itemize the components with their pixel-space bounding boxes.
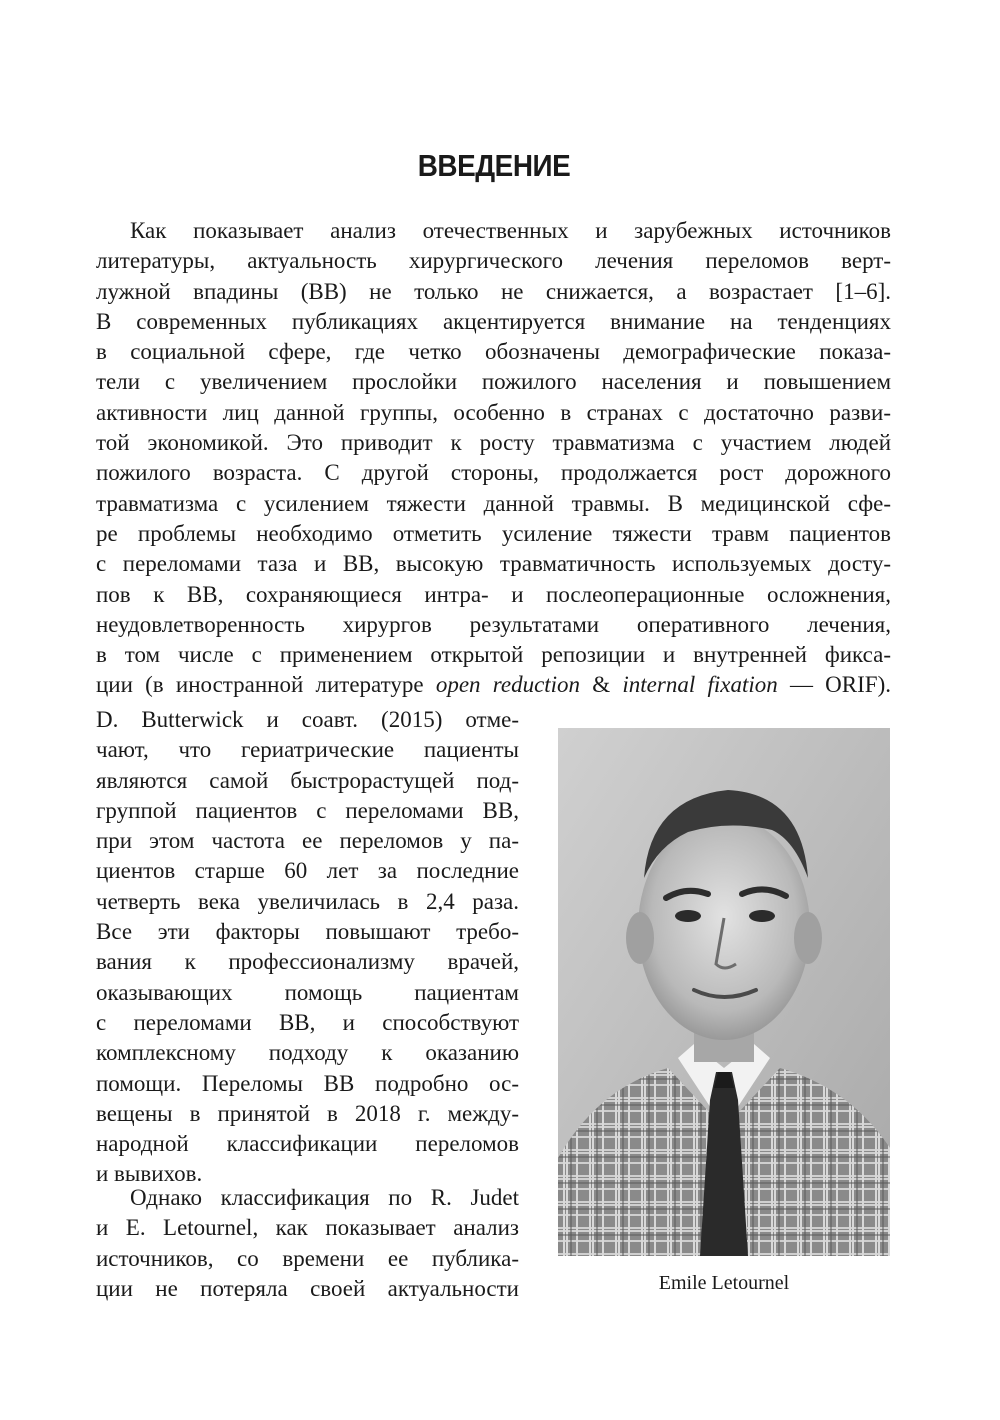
paragraph-intro <box>96 216 891 701</box>
text-line: являются самой быстрорастущей под- <box>96 767 519 793</box>
text-line: циентов старше 60 лет за последние <box>96 858 519 884</box>
text-line: Однако классификация по R. Judet <box>130 1185 519 1210</box>
text-line: источников, со времени ее публика- <box>96 1245 519 1271</box>
text-line: D. Butterwick и соавт. (2015) отме- <box>96 707 519 732</box>
text-line: комплексному подходу к оказанию <box>96 1040 519 1066</box>
text-fragment: & <box>580 672 623 698</box>
text-line: пожилого возраста. С другой стороны, продолжается рост дорожного <box>96 460 891 486</box>
portrait-photo <box>558 728 890 1256</box>
portrait-illustration <box>558 728 890 1256</box>
text-line: активности лиц данной группы, особенно в странах с достаточно разви- <box>96 399 891 425</box>
text-line: неудовлетворенность хирургов результатами оперативного лечения, <box>96 611 891 637</box>
text-line: группой пациентов с переломами ВВ, <box>96 797 519 823</box>
text-line: в том числе с применением открытой репозиции и внутренней фикса- <box>96 642 891 668</box>
text-line: с переломами ВВ, и способствуют <box>96 1009 519 1035</box>
text-line: вещены в принятой в 2018 г. между- <box>96 1100 519 1126</box>
term-open-reduction: open reduction <box>435 672 581 698</box>
paragraph-column <box>96 705 519 1190</box>
text-line: В современных публикациях акцентируется внимание на тенденциях <box>96 308 891 334</box>
text-line: лужной впадины (ВВ) не только не снижается, а возрастает [1–6]. <box>96 278 891 304</box>
text-line: помощи. Переломы ВВ подробно ос- <box>96 1070 519 1096</box>
text-line: народной классификации переломов <box>96 1131 519 1157</box>
text-line: и вывихов. <box>96 1161 203 1187</box>
text-fragment: — ORIF). <box>777 672 891 698</box>
text-line: чают, что гериатрические пациенты <box>96 737 519 763</box>
text-line: ре проблемы необходимо отметить усиление тяжести травм пациентов <box>96 520 891 546</box>
page-title: ВВЕДЕНИЕ <box>417 148 571 183</box>
text-fragment: ции (в иностранной литературе <box>96 672 436 698</box>
paragraph-second <box>96 1183 519 1304</box>
text-line-orif <box>96 670 891 700</box>
text-line: той экономикой. Это приводит к росту травматизма с участием людей <box>96 430 891 456</box>
text-line: Все эти факторы повышают требо- <box>96 919 519 945</box>
text-line: литературы, актуальность хирургического лечения переломов верт- <box>96 248 891 274</box>
text-line: при этом частота ее переломов у па- <box>96 828 519 854</box>
text-line: оказывающих помощь пациентам <box>96 979 519 1005</box>
text-line: пов к ВВ, сохраняющиеся интра- и послеоперационные осложнения, <box>96 581 891 607</box>
text-line: с переломами таза и ВВ, высокую травматичность используемых досту- <box>96 551 891 577</box>
text-line: вания к профессионализму врачей, <box>96 949 519 975</box>
photo-caption: Emile Letournel <box>658 1272 790 1294</box>
text-line: в социальной сфере, где четко обозначены демографические показа- <box>96 339 891 365</box>
text-line: тели с увеличением прослойки пожилого населения и повышением <box>96 369 891 395</box>
term-internal-fixation: internal fixation <box>622 672 778 698</box>
text-line: ции не потеряла своей актуальности <box>96 1275 519 1301</box>
text-line: травматизма с усилением тяжести данной травмы. В медицинской сфе- <box>96 490 891 516</box>
text-line: четверть века увеличилась в 2,4 раза. <box>96 888 519 914</box>
text-line: и E. Letournel, как показывает анализ <box>96 1215 519 1241</box>
text-line: Как показывает анализ отечественных и зарубежных источников <box>130 218 891 243</box>
